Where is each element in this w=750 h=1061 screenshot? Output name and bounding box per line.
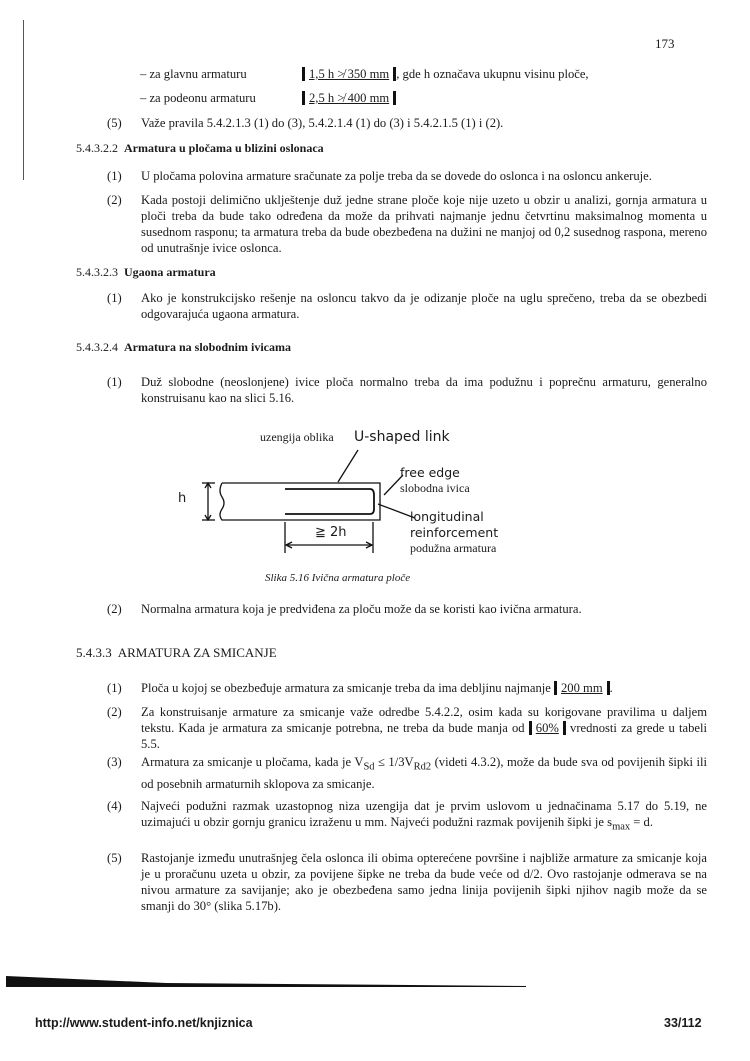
item-text: Najveći podužni razmak uzastopnog niza uzengija dat je prvim uslovom u jednačinama 5.17 do 5.19, ne uzimajući u obzir gornju granicu izraženu u mm. Najveći podužni razmak povijenih šipki je s: [141, 799, 707, 829]
subscript: max: [612, 821, 631, 833]
item-number: (4): [107, 799, 122, 813]
paragraph: [107, 290, 707, 322]
section-number: 5.4.3.2.2: [76, 141, 118, 155]
item-text: Normalna armatura koja je predviđena za ploču može da se koristi kao ivična armatura.: [141, 602, 582, 616]
value: 60%: [535, 721, 559, 735]
paragraph: [107, 754, 707, 792]
section-heading: [76, 340, 291, 355]
value: 200 mm: [561, 681, 603, 695]
section-heading: [76, 141, 324, 156]
item-text: ≤ 1/3V: [374, 755, 414, 769]
scan-margin-line: [23, 20, 24, 180]
label-length: ≧ 2h: [315, 525, 347, 540]
item-text: = d.: [630, 815, 654, 829]
figure-5-16: [160, 425, 560, 570]
paragraph: [107, 601, 707, 617]
item-number: (2): [107, 602, 122, 616]
subscript: Sd: [363, 761, 375, 773]
figure-caption: Slika 5.16 Ivična armatura ploče: [265, 572, 411, 584]
item-text: Kada postoji delimično uklještenje duž jedne strane ploče koje nije uzeto u obzir u analizi, gornja armatura u ploči treba da bude tako određena da može da prihvati najmanje jednu četvrtinu maksimalnog momenta u susednom rasponu; ta armatura treba da bude obezbeđena na dužini ne manjoj od 0,2 susednog raspona, mereno od unutrašnje ivice oslonca.: [141, 193, 707, 255]
section-title: Armatura u pločama u blizini oslonaca: [124, 141, 324, 155]
item-text: Rastojanje između unutrašnjeg čela oslonca ili obima opterećene površine i najbliže armature za smicanje koja je u proračunu uzeta u obzir, za povijene šipke ne treba da bude veće od d/2. Ovo rastojanje odmerava se na nivou armature za savijanje; ako je obezbeđena samo jedna linija povijenih šipki njihov nagib može da se smanji do 30° (slika 5.17b).: [141, 851, 707, 913]
footer-page-counter: 33/112: [664, 1016, 702, 1030]
section-heading: [76, 645, 277, 661]
item-number: (1): [107, 169, 122, 183]
boxed-value: [554, 681, 610, 695]
subscript: Rd2: [413, 761, 432, 773]
section-number: 5.4.3.2.3: [76, 265, 118, 279]
item-number: (5): [107, 851, 122, 865]
boxed-value: [529, 721, 566, 735]
boxed-value: [302, 67, 396, 81]
item-text: Za konstruisanje armature za smicanje važe odredbe 5.4.2.2, osim kada su korigovane pravilima u daljem tekstu. Kada je armatura za smicanje potrebna, ne treba da bude manja od: [141, 705, 707, 735]
list-label: – za glavnu armaturu: [140, 67, 247, 81]
list-item: [140, 91, 390, 106]
item-text: Duž slobodne (neoslonjene) ivice ploča normalno treba da ima podužnu i poprečnu armaturu, generalno konstruisanu kao na slici 5.16.: [141, 375, 707, 405]
section-title: Armatura na slobodnim ivicama: [124, 340, 292, 354]
section-title: ARMATURA ZA SMICANJE: [117, 645, 277, 660]
item-number: (2): [107, 193, 122, 207]
suffix: vrednosti za grede u tabeli 5.5.: [141, 721, 707, 751]
paragraph: [107, 680, 707, 696]
suffix: , gde h označava ukupnu visinu ploče,: [396, 67, 589, 81]
label-h: h: [178, 491, 187, 506]
boxed-value: [302, 91, 396, 105]
item-text: Ploča u kojoj se obezbeđuje armatura za smicanje treba da ima debljinu najmanje: [141, 681, 551, 695]
paragraph: [107, 850, 707, 914]
scan-edge-bar: [6, 974, 526, 988]
value: 1,5 h ≯ 350 mm: [309, 67, 390, 81]
section-heading: [76, 265, 216, 280]
paragraph: [107, 374, 707, 406]
section-number: 5.4.3.2.4: [76, 340, 118, 354]
item-number: (3): [107, 755, 122, 769]
item-number: (1): [107, 291, 122, 305]
item-number: (1): [107, 681, 122, 695]
label-long-sr: podužna armatura: [410, 541, 497, 555]
value: 2,5 h ≯ 400 mm: [309, 91, 390, 105]
suffix: .: [609, 681, 613, 695]
page-number: 173: [655, 36, 675, 51]
paragraph: [107, 798, 707, 836]
section-number: 5.4.3.3: [76, 645, 112, 660]
label-long-en-2: reinforcement: [410, 525, 499, 540]
item-text: (videti 4.3.2), može da bude sva od povijenih šipki ili od posebnih armaturnih sklopova za smicanje.: [141, 755, 707, 791]
item-text: Armatura za smicanje u pločama, kada je V: [141, 755, 364, 769]
paragraph: [107, 704, 707, 752]
paragraph: [107, 168, 707, 184]
item-number: (5): [107, 116, 122, 130]
label-edge-sr: slobodna ivica: [400, 481, 470, 495]
list-item: [140, 67, 589, 82]
item-number: (1): [107, 375, 122, 389]
item-text: U pločama polovina armature sračunate za polje treba da se dovede do oslonca i na osloncu ankeruje.: [141, 169, 652, 183]
paragraph: [107, 115, 707, 131]
list-label: – za podeonu armaturu: [140, 91, 256, 105]
label-edge-en: free edge: [400, 465, 460, 480]
item-text: Ako je konstrukcijsko rešenje na osloncu takvo da je odizanje ploče na uglu sprečeno, treba da se obezbedi odgovarajuća ugaona armatura.: [141, 291, 707, 321]
footer-link[interactable]: http://www.student-info.net/knjiznica: [35, 1016, 253, 1030]
label-long-en: longitudinal: [410, 509, 484, 524]
slab-edge-diagram: [160, 425, 560, 570]
label-link-en: U-shaped link: [354, 429, 450, 445]
label-link-sr: uzengija oblika: [260, 430, 334, 444]
section-title: Ugaona armatura: [124, 265, 216, 279]
item-text: Važe pravila 5.4.2.1.3 (1) do (3), 5.4.2.1.4 (1) do (3) i 5.4.2.1.5 (1) i (2).: [141, 116, 504, 130]
item-number: (2): [107, 705, 122, 719]
paragraph: [107, 192, 707, 256]
